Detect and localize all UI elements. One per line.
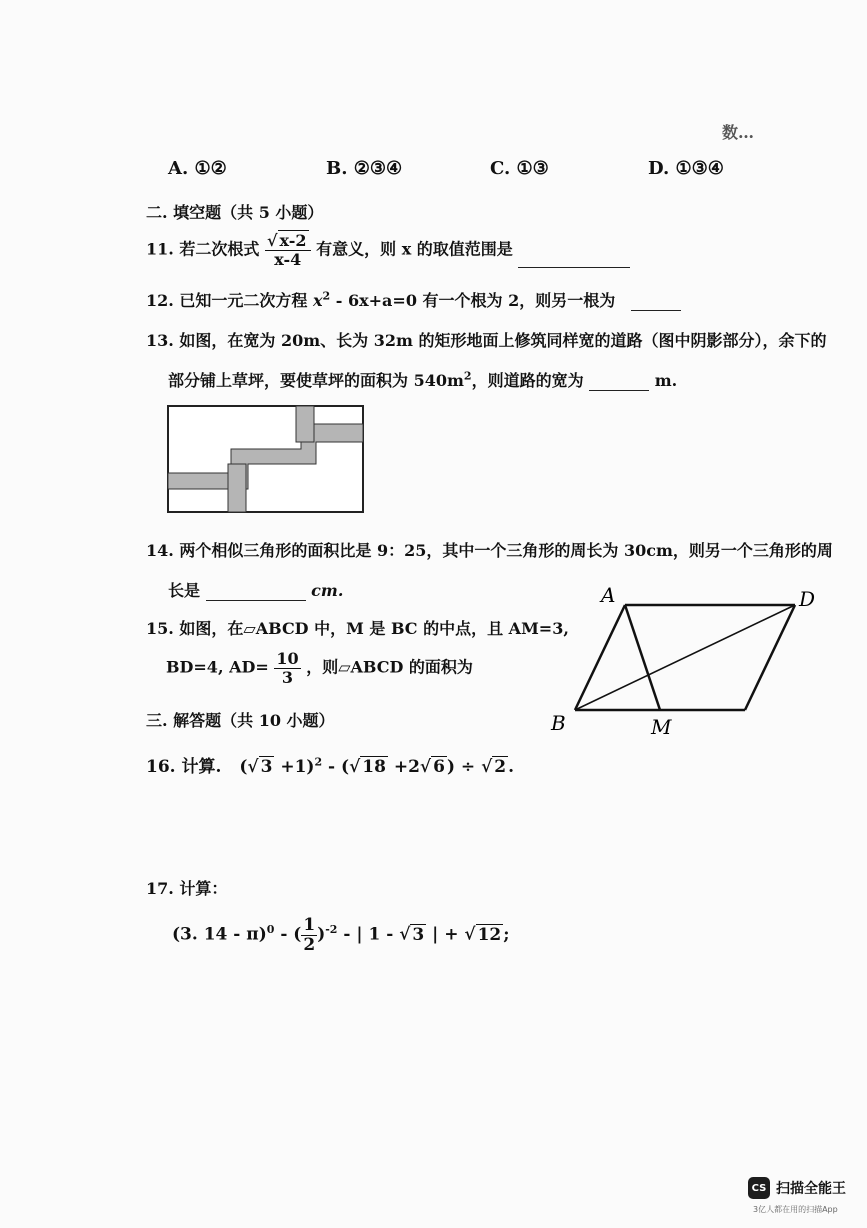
road-diagram	[166, 404, 366, 516]
answer-blank	[589, 372, 649, 391]
watermark-name: 扫描全能王	[776, 1181, 846, 1197]
q16-radicand-3: 6	[433, 757, 445, 777]
q17-part: | +	[426, 924, 465, 945]
label-d: D	[799, 587, 816, 611]
sqrt-icon: √	[419, 757, 432, 777]
q17-part: - (	[274, 924, 302, 945]
question-16	[146, 752, 514, 777]
q15-text-b: ，则▱ABCD 的面积为	[306, 657, 473, 677]
option-d: D. ①③④	[648, 158, 724, 179]
q15-text-a: BD=4, AD=	[166, 657, 269, 677]
q17-radicand-1: 3	[412, 924, 425, 945]
q11-denominator: x-4	[274, 249, 302, 269]
q15-fraction	[274, 650, 300, 686]
section-3-title: 三. 解答题（共 10 小题）	[146, 711, 335, 730]
side-cd	[745, 605, 795, 710]
q13-text-b: ，则道路的宽为	[471, 371, 584, 390]
q14-unit: cm.	[311, 581, 344, 600]
question-11	[146, 232, 630, 268]
q16-part: ) ÷	[446, 757, 482, 777]
q16-paren: (	[239, 757, 248, 777]
q17-part: (3. 14 - π)	[172, 924, 267, 945]
q16-exponent: 2	[314, 755, 323, 769]
diagonal-bd	[575, 605, 795, 710]
q16-part: - (	[322, 757, 350, 777]
q12-rest: - 6x+a=0 有一个根为 2，则另一根为	[330, 291, 616, 310]
option-b: B. ②③④	[326, 158, 403, 179]
sqrt-icon: √	[349, 757, 361, 777]
q16-part: +1)	[274, 757, 315, 777]
q17-numerator: 1	[303, 915, 316, 935]
label-b: B	[551, 711, 566, 735]
q15-denominator: 3	[281, 667, 294, 687]
q17-exponent-1: 0	[266, 923, 275, 937]
sqrt-icon: √	[464, 924, 476, 945]
sqrt-icon: √	[247, 757, 259, 777]
q11-numerator: x-2	[279, 231, 307, 250]
watermark-subtitle: 3亿人都在用的扫描App	[753, 1205, 838, 1214]
answer-blank	[206, 582, 306, 601]
q15-numerator: 10	[276, 649, 299, 668]
answer-blank	[631, 292, 681, 311]
q17-exponent-2: -2	[325, 923, 338, 937]
section-2-title: 二. 填空题（共 5 小题）	[146, 203, 324, 222]
side-ab	[575, 605, 625, 710]
segment-am	[625, 605, 660, 710]
question-17-expression	[172, 916, 510, 954]
question-17-label: 17. 计算：	[146, 879, 228, 898]
q16-part: +2	[387, 757, 420, 777]
question-15-line-1: 15. 如图，在▱ABCD 中，M 是 BC 的中点，且 AM=3,	[146, 619, 569, 638]
sqrt-icon: √	[399, 924, 411, 945]
sqrt-icon: √	[267, 231, 278, 250]
question-13-line-2	[168, 368, 677, 391]
q14-text: 长是	[168, 581, 201, 600]
q11-fraction	[265, 232, 311, 268]
label-a: A	[601, 583, 616, 607]
q13-sup: 2	[463, 369, 472, 383]
q16-radicand-4: 2	[494, 757, 507, 777]
q12-exponent: 2	[322, 289, 331, 303]
parallelogram-figure	[545, 580, 835, 740]
q12-variable: x	[312, 291, 323, 310]
q17-part: - | 1 -	[337, 924, 400, 945]
q13-unit: m.	[654, 371, 678, 390]
option-c: C. ①③	[490, 158, 549, 179]
question-14-line-2	[168, 578, 343, 601]
answer-blank	[518, 249, 630, 268]
q11-suffix: 有意义，则 x 的取值范围是	[316, 239, 513, 259]
sqrt-icon: √	[481, 757, 493, 777]
label-m: M	[651, 715, 672, 739]
q12-prefix: 12. 已知一元二次方程	[146, 291, 313, 310]
option-a: A. ①②	[168, 158, 227, 179]
question-14-line-1: 14. 两个相似三角形的面积比是 9：25，其中一个三角形的周长为 30cm，则另一个三角形的周	[146, 541, 833, 560]
camscanner-logo-icon: CS	[748, 1177, 770, 1199]
q17-fraction	[301, 916, 317, 954]
q13-text-a: 部分铺上草坪，要使草坪的面积为 540m	[168, 371, 464, 390]
q16-radicand-1: 3	[260, 757, 273, 777]
q16-label: 16. 计算.	[146, 757, 222, 777]
question-13-line-1: 13. 如图，在宽为 20m、长为 32m 的矩形地面上修筑同样宽的道路（图中阴影部分），余下的	[146, 331, 827, 350]
question-12	[146, 288, 681, 311]
q17-denominator: 2	[303, 934, 316, 955]
q17-part: )	[317, 924, 326, 945]
q16-radicand-2: 18	[362, 757, 386, 777]
q17-radicand-2: 12	[477, 924, 502, 945]
q16-part: .	[508, 757, 515, 777]
q11-prefix: 11. 若二次根式	[146, 239, 260, 259]
q17-part: ;	[503, 924, 510, 945]
header-fragment: 数…	[722, 123, 755, 142]
question-15-line-2	[166, 650, 473, 686]
